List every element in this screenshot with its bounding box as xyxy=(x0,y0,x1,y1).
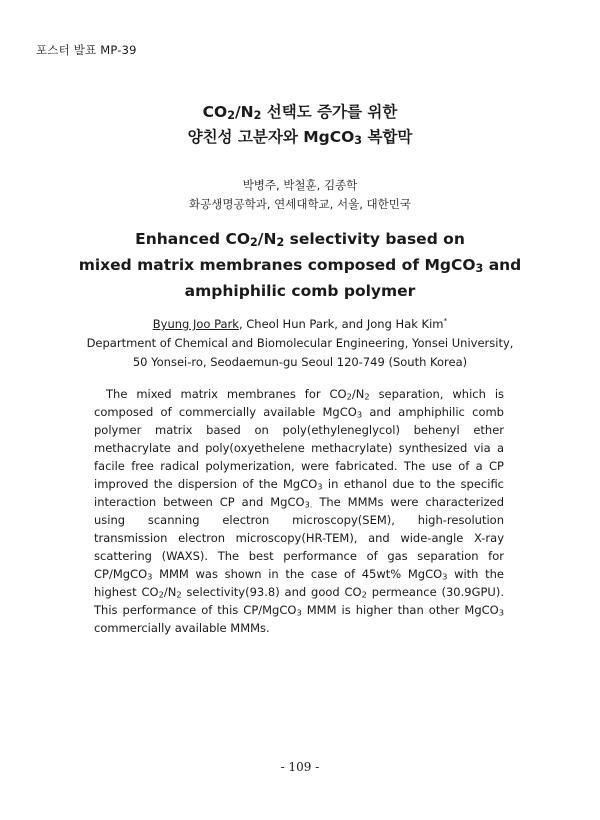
address: 50 Yonsei-ro, Seodaemun-gu Seoul 120-749 (South Korea) xyxy=(132,355,468,369)
korean-title xyxy=(0,100,600,150)
session-tag: 포스터 발표 MP-39 xyxy=(36,43,137,57)
abstract-body: The mixed matrix membranes for $CO_2/N_2$ separation, which is composed of commercially available MgCO$_3$ and amphiphilic comb polymer matrix based on poly(ethyleneglycol) behenyl ether methacrylate and poly(oxyethelene methacrylate) synthesized via a facile free radical polymerization, were fabricated. The use of a CP improved the dispersion of the MgCO$_3$ in ethanol due to the specific interaction between CP and MgCO$_{3.}$ The MMMs were characterized using scanning electron microscopy(SEM), high-resolution transmission electron microscopy(HR-TEM), and wide-angle X-ray scattering (WAXS). The best performance of gas separation for CP/MgCO$_3$ MMM was shown in the case of 45wt% MgCO$_3$ with the highest $CO_2/N_2$ selectivity(93.8) and good $CO_2$ permeance (30.9GPU). This performance of this CP/MgCO$_3$ MMM is higher than other MgCO$_3$ commercially available MMMs. xyxy=(94,387,505,635)
english-title-line-3: amphiphilic comb polymer xyxy=(184,282,416,300)
english-title-line-1: Enhanced $CO_2/N_2$ selectivity based on xyxy=(135,230,465,249)
english-title-line-2: mixed matrix membranes composed of MgCO$_3$ and xyxy=(78,256,522,275)
english-authors xyxy=(0,315,600,334)
korean-title-line-2: 양친성 고분자와 MgCO$_3$ 복합막 xyxy=(187,128,413,147)
korean-authors: 박병주, 박철훈, 김종학 xyxy=(242,178,358,192)
department: Department of Chemical and Biomolecular Engineering, Yonsei University, xyxy=(86,336,514,350)
presenter-name: Byung Joo Park xyxy=(152,317,239,331)
korean-author-block xyxy=(0,176,600,214)
english-author-block xyxy=(0,315,600,372)
korean-affiliation: 화공생명공학과, 연세대학교, 서울, 대한민국 xyxy=(189,197,411,211)
page-number: - 109 - xyxy=(280,760,320,774)
korean-title-line-1: $CO_2/N_2$ 선택도 증가를 위한 xyxy=(202,103,398,122)
coauthors: , Cheol Hun Park, and Jong Hak Kim xyxy=(238,317,444,331)
corresponding-mark: * xyxy=(443,316,448,326)
english-title xyxy=(0,226,600,304)
